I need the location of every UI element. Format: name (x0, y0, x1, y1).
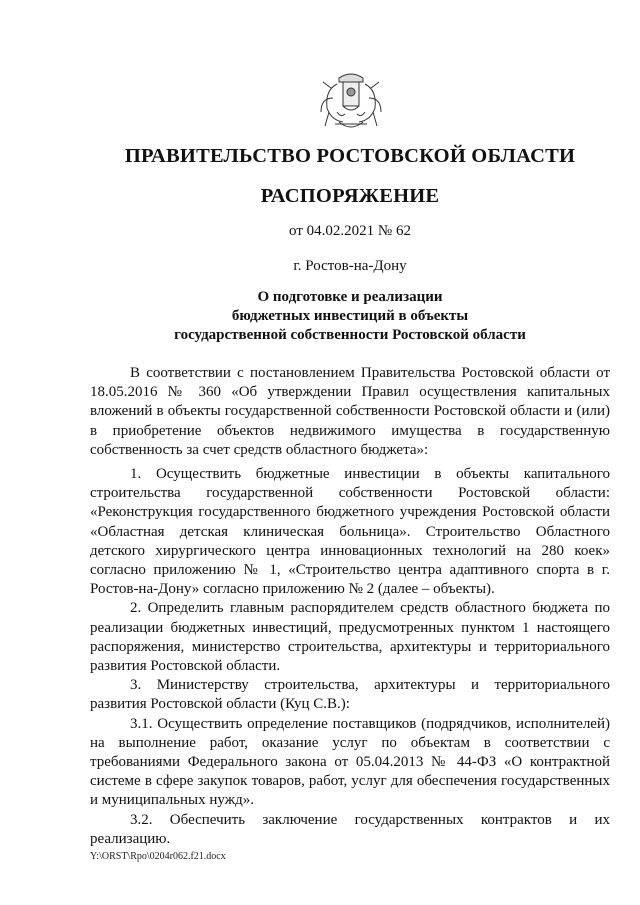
order-items (90, 465, 610, 849)
government-title: ПРАВИТЕЛЬСТВО РОСТОВСКОЙ ОБЛАСТИ (124, 145, 576, 167)
subject-line-1: О подготовке и реализации (257, 289, 443, 305)
subject-line-2: бюджетных инвестиций в объекты (231, 308, 469, 324)
preamble-paragraph: В соответствии с постановлением Правительства Ростовской области от 18.05.2016 № 360 «Об утверждении Правил осуществления капитальных вложений в объекты государственной собственности Ростовской области и (или) в приобретение объектов недвижимого имущества в государственную собственность за счет средств областного бюджета»: (90, 365, 610, 458)
document-type: РАСПОРЯЖЕНИЕ (260, 185, 440, 207)
coat-of-arms-icon (317, 68, 385, 134)
item-3-2-paragraph: 3.2. Обеспечить заключение государственных контрактов и их реализацию. (90, 811, 610, 847)
item-3-paragraph: 3. Министерству строительства, архитектуры и территориального развития Ростовской области (Куц С.В.): (90, 677, 610, 713)
file-path-footer: Y:\ORST\Rpo\0204r062.f21.docx (90, 851, 226, 862)
item-1-paragraph: 1. Осуществить бюджетные инвестиции в объекты капитального строительства государственной собственности Ростовской области: «Реконструкция государственного бюджетного учреждения Ростовской области «Областная детская клиническая больница». Строительство Областного детского хирургического центра инновационных технологий на 280 коек» согласно приложению № 1, «Строительство центра адаптивного спорта в г. Ростов-на-Дону» согласно приложению № 2 (далее – объекты). (90, 466, 610, 598)
subject-line-3: государственной собственности Ростовской области (174, 327, 526, 343)
document-subject (60, 288, 640, 345)
document-city: г. Ростов-на-Дону (293, 258, 407, 274)
item-2-paragraph: 2. Определить главным распорядителем средств областного бюджета по реализации бюджетных инвестиций, предусмотренных пунктом 1 настоящего распоряжения, министерство строительства, архитектуры и территориального развития Ростовской области. (90, 600, 610, 675)
document-date-number: от 04.02.2021 № 62 (289, 223, 411, 239)
item-3-1-paragraph: 3.1. Осуществить определение поставщиков (подрядчиков, исполнителей) на выполнение работ, оказание услуг по объектам в соответствии с требованиями Федерального закона от 05.04.2013 № 44-ФЗ «О контрактной системе в сфере закупок товаров, работ, услуг для обеспечения государственных и муниципальных нужд». (90, 715, 610, 809)
preamble-block (90, 364, 610, 460)
